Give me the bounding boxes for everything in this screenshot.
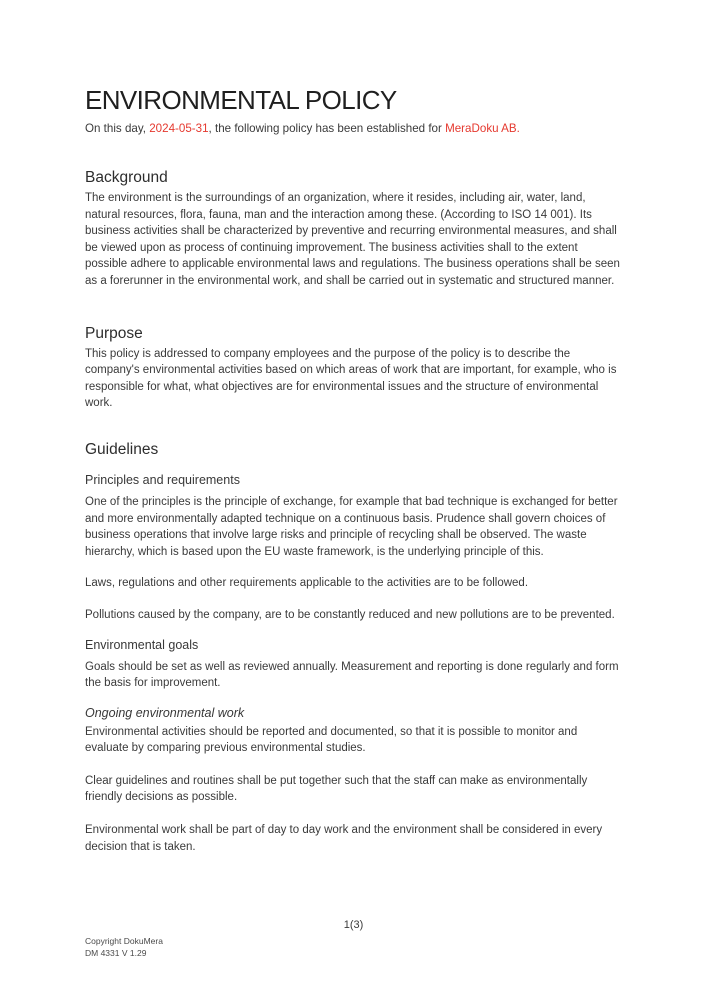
document-id-line: DM 4331 V 1.29 <box>85 948 147 958</box>
principles-paragraph-2: Laws, regulations and other requirements applicable to the activities are to be followed. <box>85 577 529 590</box>
page-title: ENVIRONMENTAL POLICY <box>85 85 397 115</box>
ongoing-work-paragraph-1: Environmental activities should be reported and documented, so that it is possible to monitor and evaluate by comparing previous environmental studies. <box>85 725 578 755</box>
environmental-goals-heading: Environmental goals <box>85 637 199 652</box>
section-background <box>85 168 623 290</box>
intro-prefix: On this day, <box>85 122 150 135</box>
intro-date: 2024-05-31 <box>149 122 209 135</box>
ongoing-work-paragraph-2: Clear guidelines and routines shall be put together such that the staff can make as environmentally friendly decisions as possible. <box>85 774 588 804</box>
subsection-ongoing-work <box>85 705 623 856</box>
footer-copyright-block <box>85 935 163 959</box>
environmental-goals-paragraph: Goals should be set as well as reviewed annually. Measurement and reporting is done regularly and form the basis for improvement. <box>85 660 619 690</box>
subsection-principles <box>85 472 623 624</box>
section-guidelines <box>85 440 623 855</box>
purpose-heading: Purpose <box>85 324 143 342</box>
purpose-paragraph: This policy is addressed to company employees and the purpose of the policy is to describe the company's environmental activities based on which areas of work that are important, for example, who is responsible for what, what objectives are for environmental issues and the structure of environmental work. <box>85 347 617 410</box>
ongoing-work-heading: Ongoing environmental work <box>85 705 245 720</box>
principles-paragraph-3: Pollutions caused by the company, are to be constantly reduced and new pollutions are to be prevented. <box>85 608 615 621</box>
ongoing-work-paragraph-3: Environmental work shall be part of day to day work and the environment shall be considered in every decision that is taken. <box>85 824 603 853</box>
background-heading: Background <box>85 169 168 186</box>
guidelines-heading: Guidelines <box>85 440 159 458</box>
background-paragraph: The environment is the surroundings of an organization, where it resides, including air, water, land, natural resources, flora, fauna, man and the interaction among these. (According to ISO 14 001). Its business activities shall be characterized by preventive and recurring environmental measures, and shall be viewed upon as process of continuing improvement. The business activities shall to the extent possible adhere to applicable environmental laws and regulations. The business operations shall be seen as a forerunner in the environmental work, and shall be carried out in systematic and structured manner. <box>85 192 620 287</box>
intro-middle: , the following policy has been established for <box>208 122 446 135</box>
subsection-environmental-goals <box>85 637 623 692</box>
document-content <box>85 0 623 855</box>
intro-company: MeraDoku AB. <box>445 122 520 135</box>
intro-line <box>85 120 623 137</box>
principles-paragraph-1: One of the principles is the principle of exchange, for example that bad technique is exchanged for better and more environmentally adapted technique on a continuous basis. Prudence shall govern choices of business operations that involve large risks and principle of recycling shall be observed. The waste hierarchy, which is based upon the EU waste framework, is the underlying principle of this. <box>85 495 618 558</box>
section-purpose <box>85 324 623 412</box>
principles-heading: Principles and requirements <box>85 472 240 487</box>
page-number: 1(3) <box>343 919 364 931</box>
copyright-line: Copyright DokuMera <box>85 936 163 946</box>
